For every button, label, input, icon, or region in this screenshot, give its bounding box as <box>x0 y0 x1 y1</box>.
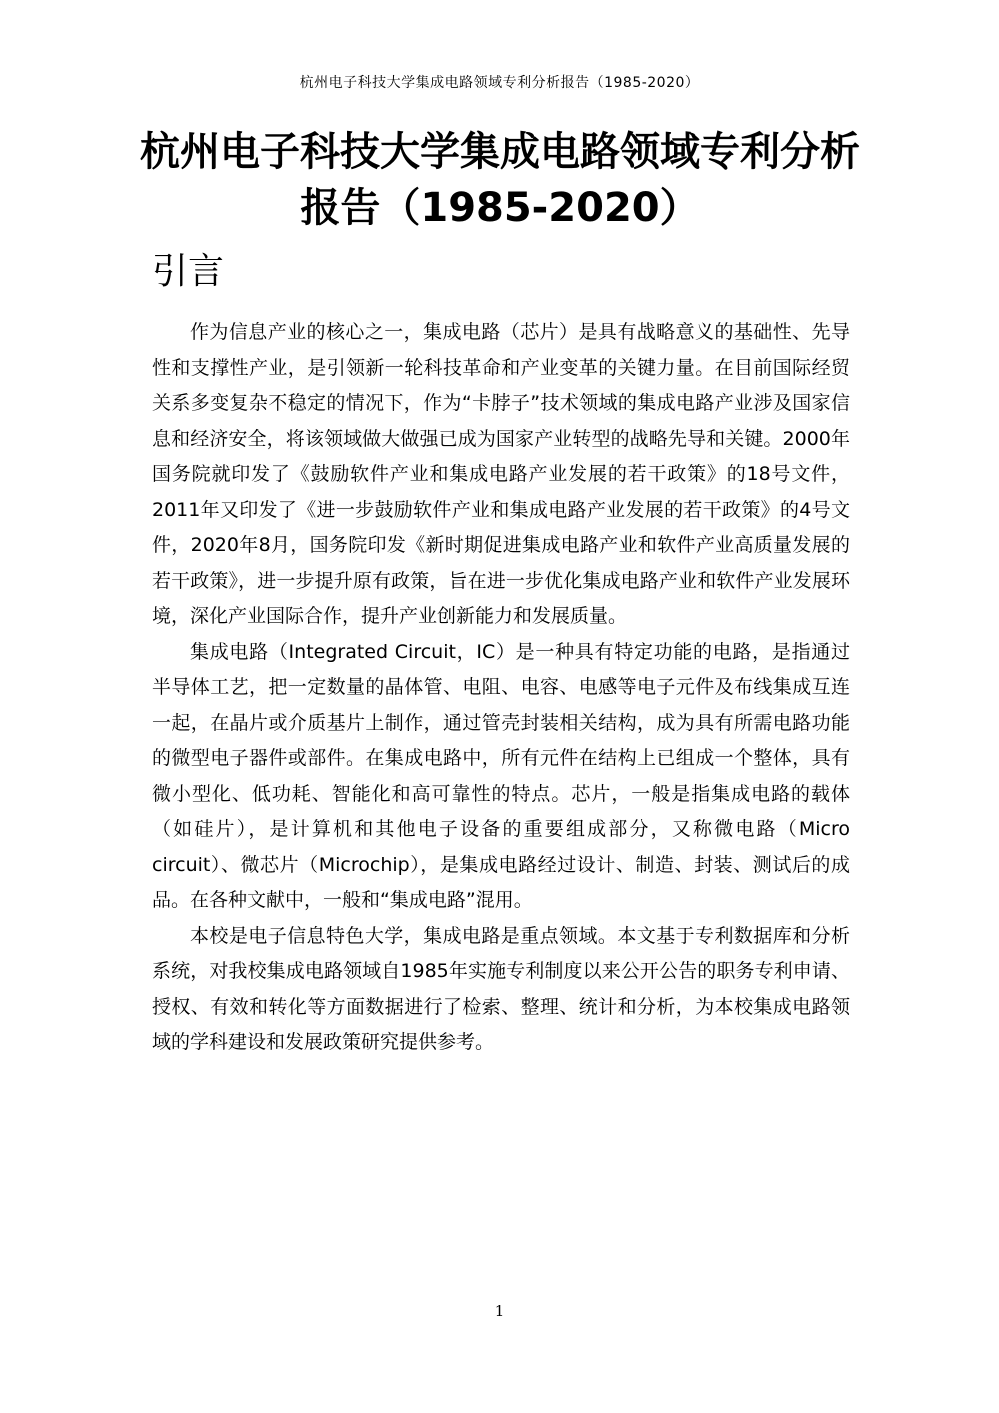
body-text <box>152 315 850 1061</box>
paragraph-2: 集成电路（Integrated Circuit，IC）是一种具有特定功能的电路，是指通过半导体工艺，把一定数量的晶体管、电阻、电容、电感等电子元件及布线集成互连一起，在晶片或介质基片上制作，通过管壳封装相关结构，成为具有所需电路功能的微型电子器件或部件。在集成电路中，所有元件在结构上已组成一个整体，具有微小型化、低功耗、智能化和高可靠性的特点。芯片，一般是指集成电路的载体（如硅片），是计算机和其他电子设备的重要组成部分，又称微电路（Micro circuit）、微芯片（Microchip），是集成电路经过设计、制造、封装、测试后的成品。在各种文献中，一般和“集成电路”混用。 <box>152 640 850 911</box>
paragraph-3: 本校是电子信息特色大学，集成电路是重点领域。本文基于专利数据库和分析系统，对我校集成电路领域自1985年实施专利制度以来公开公告的职务专利申请、授权、有效和转化等方面数据进行了检索、整理、统计和分析，为本校集成电路领域的学科建设和发展政策研究提供参考。 <box>152 924 850 1053</box>
running-header: 杭州电子科技大学集成电路领域专利分析报告（1985-2020） <box>299 75 700 91</box>
document-title: 杭州电子科技大学集成电路领域专利分析报告（1985-2020） <box>140 129 860 231</box>
paragraph-1: 作为信息产业的核心之一，集成电路（芯片）是具有战略意义的基础性、先导性和支撑性产业，是引领新一轮科技革命和产业变革的关键力量。在目前国际经贸关系多变复杂不稳定的情况下，作为“卡脖子”技术领域的集成电路产业涉及国家信息和经济安全，将该领域做大做强已成为国家产业转型的战略先导和关键。2000年国务院就印发了《鼓励软件产业和集成电路产业发展的若干政策》的18号文件，2011年又印发了《进一步鼓励软件产业和集成电路产业发展的若干政策》的4号文件，2020年8月，国务院印发《新时期促进集成电路产业和软件产业高质量发展的若干政策》，进一步提升原有政策，旨在进一步优化集成电路产业和软件产业发展环境，深化产业国际合作，提升产业创新能力和发展质量。 <box>152 321 850 627</box>
page-number: 1 <box>494 1302 505 1320</box>
section-heading: 引言 <box>152 251 225 292</box>
